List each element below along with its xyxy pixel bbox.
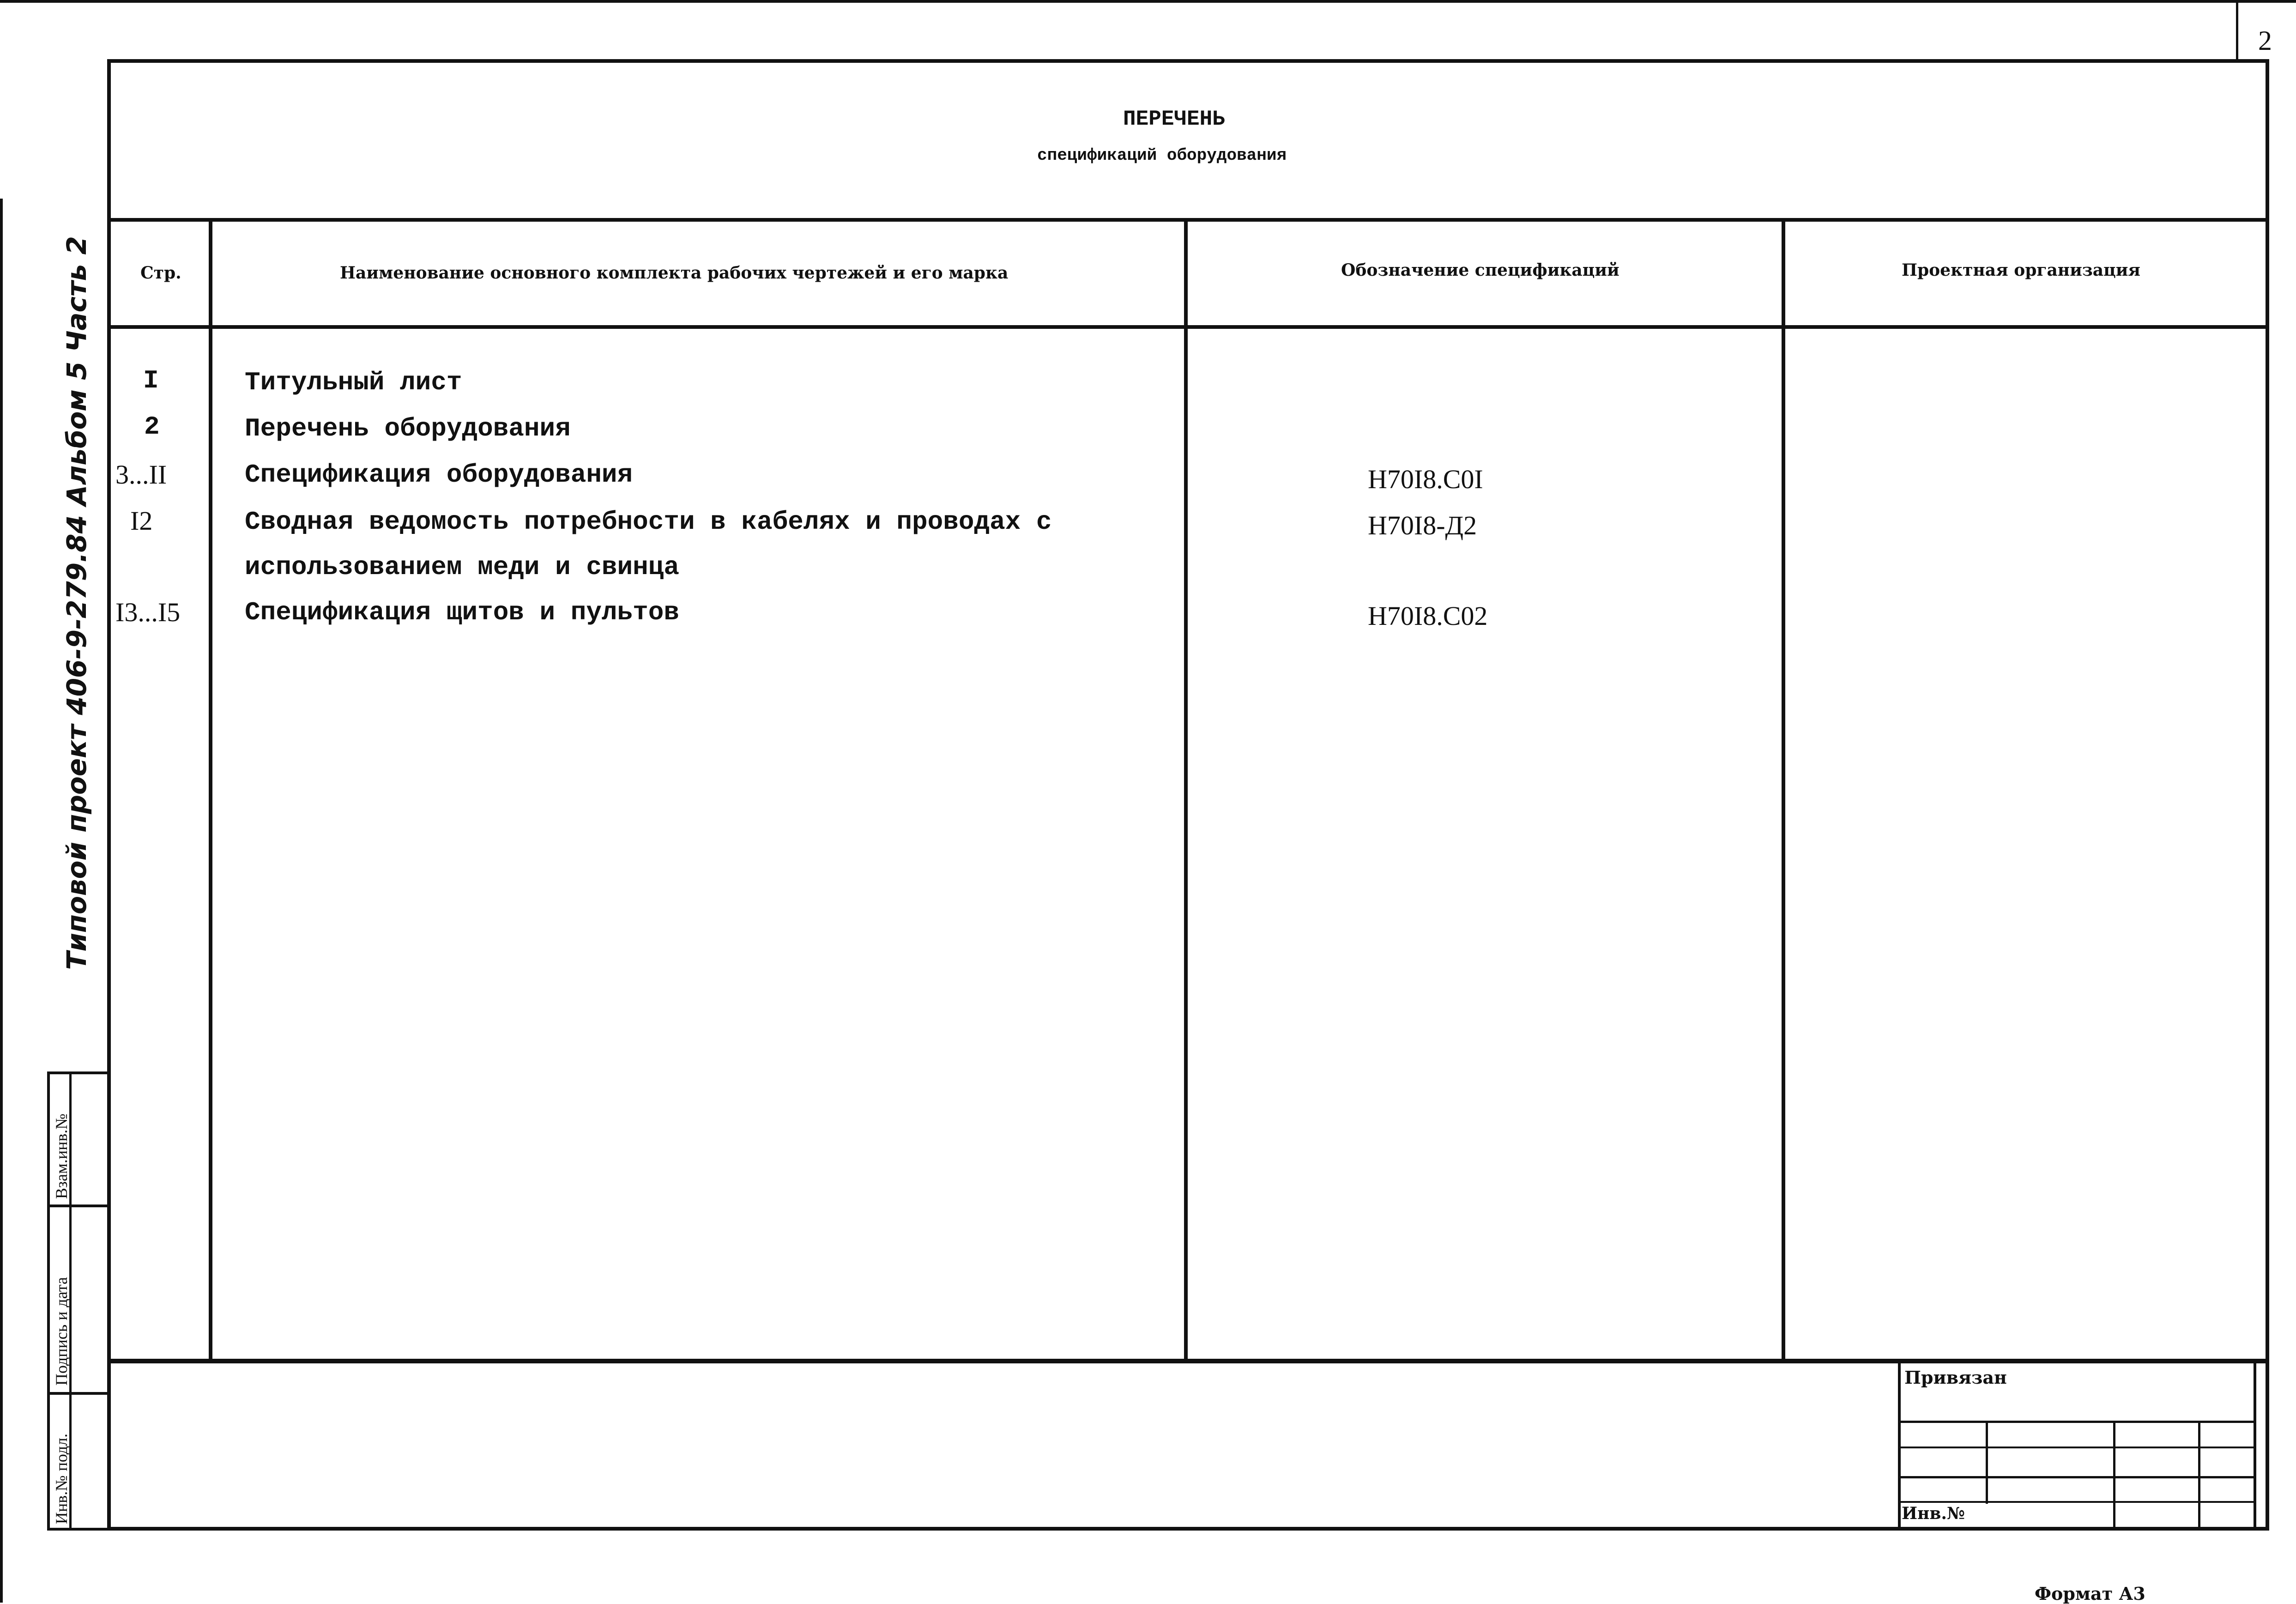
frame-top bbox=[107, 59, 2269, 63]
row-2-name: Перечень оборудования bbox=[245, 414, 571, 443]
side-stamp-inv-podl: Инв.№ подл. bbox=[52, 1433, 71, 1524]
stamp-inv-no: Инв.№ bbox=[1902, 1504, 1965, 1523]
row-5-name: Спецификация щитов и пультов bbox=[245, 598, 679, 627]
table-header-bottom-line bbox=[107, 325, 2269, 329]
side-stamp-divider-2 bbox=[47, 1205, 111, 1207]
side-stamp-vzam: Взам.инв.№ bbox=[52, 1114, 71, 1199]
stamp-row-line-1 bbox=[1898, 1421, 2256, 1423]
stamp-col-line-2 bbox=[2113, 1421, 2115, 1531]
side-stamp-bottom bbox=[47, 1528, 111, 1531]
sheet-number: 2 bbox=[2258, 25, 2272, 56]
row-1-page: I bbox=[143, 366, 159, 395]
row-4-name-cont: использованием меди и свинца bbox=[245, 552, 679, 582]
col-divider-3 bbox=[1782, 219, 1785, 1362]
row-3-page: 3...II bbox=[115, 460, 167, 490]
col-divider-2 bbox=[1184, 220, 1188, 1362]
row-1-name: Титульный лист bbox=[245, 368, 462, 397]
frame-bottom bbox=[107, 1527, 2269, 1531]
row-4-code: Н70I8-Д2 bbox=[1368, 510, 1477, 540]
row-3-name: Спецификация оборудования bbox=[245, 460, 633, 490]
col-divider-1 bbox=[209, 222, 212, 1362]
col-header-org: Проектная организация bbox=[1902, 260, 2141, 280]
row-3-code: Н70I8.С0I bbox=[1368, 464, 1483, 494]
stamp-row-line-2 bbox=[1898, 1447, 2256, 1448]
stamp-privyazan: Привязан bbox=[1904, 1367, 2007, 1388]
col-header-code: Обозначение спецификаций bbox=[1341, 260, 1619, 280]
row-2-page: 2 bbox=[144, 412, 160, 442]
sheet-number-box-left bbox=[2236, 0, 2238, 62]
document-title: ПЕРЕЧЕНЬ bbox=[1123, 107, 1225, 131]
page-top-edge bbox=[0, 0, 2296, 3]
row-4-page: I2 bbox=[130, 506, 153, 536]
stamp-row-line-4 bbox=[1898, 1501, 2256, 1503]
row-5-code: Н70I8.С02 bbox=[1368, 601, 1488, 631]
side-project-title: Типовой проект 406-9-279.84 Альбом 5 Часть 2 bbox=[61, 236, 92, 970]
row-4-name: Сводная ведомость потребности в кабелях и проводах с bbox=[245, 507, 1052, 537]
row-5-page: I3...I5 bbox=[115, 597, 181, 627]
stamp-col-line-3 bbox=[2198, 1421, 2200, 1531]
stamp-col-line-1 bbox=[1986, 1421, 1988, 1504]
col-header-name: Наименование основного комплекта рабочих чертежей и его марка bbox=[340, 263, 1009, 283]
document-subtitle: спецификаций оборудования bbox=[1037, 146, 1287, 165]
stamp-row-line-3 bbox=[1898, 1476, 2256, 1478]
table-body-bottom-line bbox=[107, 1359, 2269, 1363]
frame-left bbox=[107, 59, 111, 1531]
side-stamp-divider-1 bbox=[47, 1071, 111, 1074]
format-label: Формат А3 bbox=[2035, 1583, 2145, 1604]
frame-right bbox=[2266, 59, 2269, 1531]
table-header-top-line bbox=[107, 218, 2269, 222]
col-header-page: Стр. bbox=[140, 263, 181, 283]
page-left-edge bbox=[0, 199, 3, 1603]
side-stamp-divider-3 bbox=[47, 1392, 111, 1395]
side-stamp-left bbox=[47, 1071, 50, 1531]
side-stamp-podpis: Подпись и дата bbox=[52, 1277, 71, 1386]
